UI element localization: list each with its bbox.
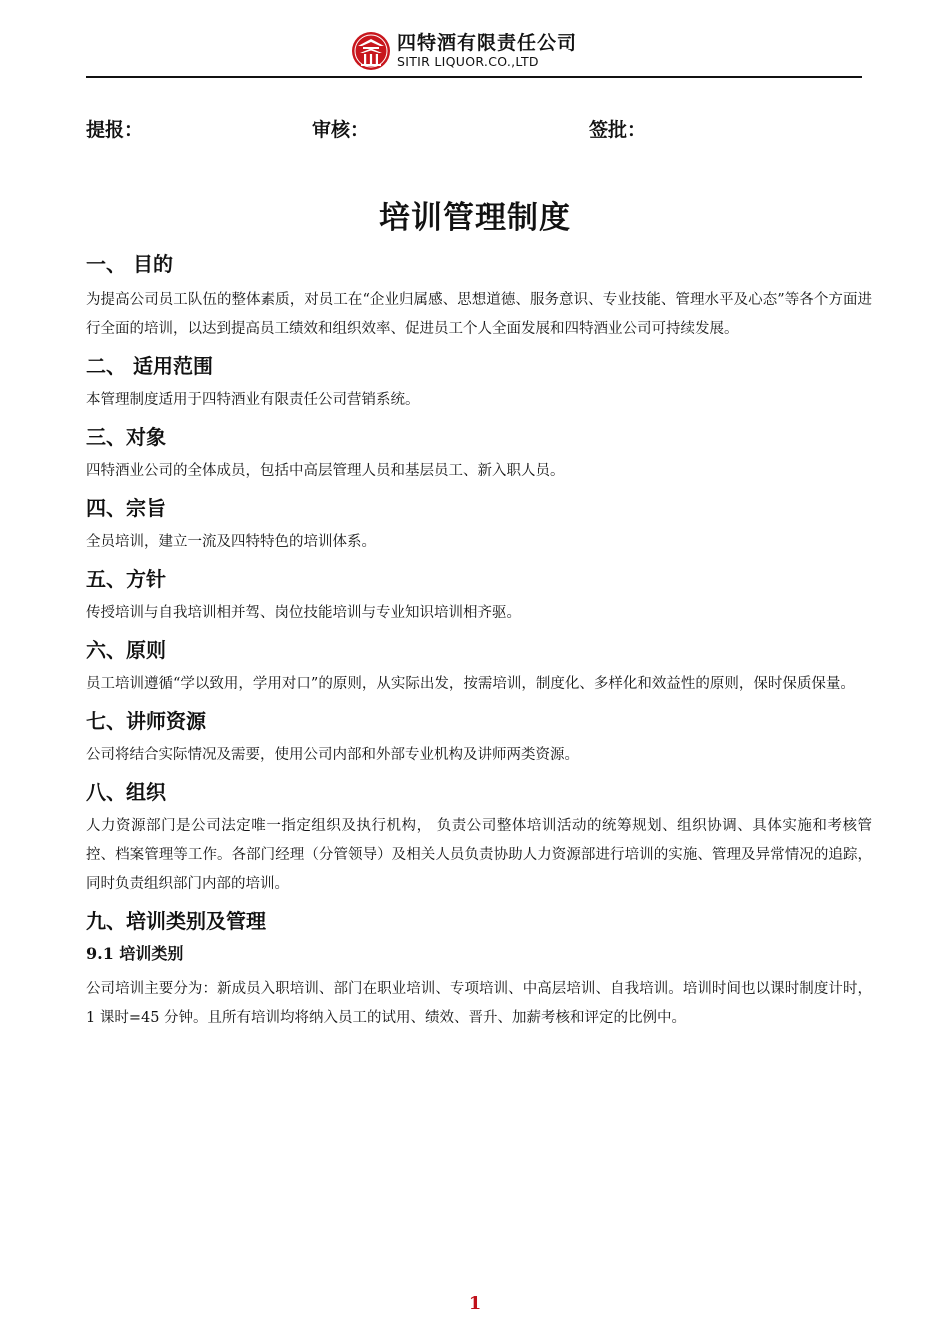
page-number: 1 — [468, 1293, 482, 1314]
section-text: 四特酒业公司的全体成员，包括中高层管理人员和基层员工、新入职人员。 — [86, 463, 565, 479]
section-heading: 二、 适用范围 — [86, 354, 213, 378]
section-text: 为提高公司员工队伍的整体素质，对员工在“企业归属感、思想道德、服务意识、专业技能、管理水平及心态”等各个方面进行全面的培训，以达到提高员工绩效和组织效率、促进员工个人全面发展和四特酒业公司可持续发展。 — [86, 292, 872, 337]
section-scope — [86, 352, 872, 415]
company-name-cn: 四特酒有限责任公司 — [397, 32, 578, 54]
section-text: 人力资源部门是公司法定唯一指定组织及执行机构， 负责公司整体培训活动的统筹规划、组织协调、具体实施和考核管控、档案管理等工作。各部门经理（分管领导）及相关人员负责协助人力资源部进行培训的实施、管理及异常情况的追踪，同时负责组织部门内部的培训。 — [86, 818, 872, 892]
section-aim — [86, 494, 872, 557]
section-training-categories — [86, 907, 872, 1033]
signoff-row — [86, 115, 862, 143]
section-heading: 四、宗旨 — [86, 496, 166, 520]
section-heading: 九、培训类别及管理 — [86, 909, 266, 933]
company-logo — [351, 30, 577, 72]
section-heading: 六、原则 — [86, 638, 166, 662]
subsection-heading: 9.1 培训类别 — [86, 944, 184, 963]
section-policy — [86, 565, 872, 628]
section-heading: 三、对象 — [86, 425, 166, 449]
section-lecturers — [86, 707, 872, 770]
section-text: 全员培训，建立一流及四特特色的培训体系。 — [86, 534, 376, 550]
company-name-en: SITIR LIQUOR.CO.,LTD — [397, 54, 539, 69]
section-principle — [86, 636, 872, 699]
submit-label: 提报： — [86, 119, 144, 141]
section-text: 传授培训与自我培训相并驾、岗位技能培训与专业知识培训相齐驱。 — [86, 605, 521, 621]
document-title: 培训管理制度 — [379, 200, 571, 236]
section-purpose — [86, 250, 872, 344]
section-heading: 五、方针 — [86, 567, 166, 591]
page-header — [86, 28, 862, 78]
section-text: 公司将结合实际情况及需要，使用公司内部和外部专业机构及讲师两类资源。 — [86, 747, 579, 763]
pavilion-logo-icon — [351, 31, 391, 71]
approve-label: 签批： — [589, 119, 647, 141]
document-body — [86, 250, 872, 1041]
section-text: 本管理制度适用于四特酒业有限责任公司营销系统。 — [86, 392, 420, 408]
section-text: 公司培训主要分为：新成员入职培训、部门在职业培训、专项培训、中高层培训、自我培训。培训时间也以课时制度计时，1 课时=45 分钟。且所有培训均将纳入员工的试用、绩效、晋升、加薪考核和评定的比例中。 — [86, 981, 872, 1026]
section-heading: 一、 目的 — [86, 252, 173, 276]
section-organization — [86, 778, 872, 899]
section-text: 员工培训遵循“学以致用，学用对口”的原则，从实际出发，按需培训，制度化、多样化和效益性的原则，保时保质保量。 — [86, 676, 855, 692]
review-label: 审核： — [312, 119, 370, 141]
section-heading: 七、讲师资源 — [86, 709, 206, 733]
section-heading: 八、组织 — [86, 780, 166, 804]
section-target — [86, 423, 872, 486]
